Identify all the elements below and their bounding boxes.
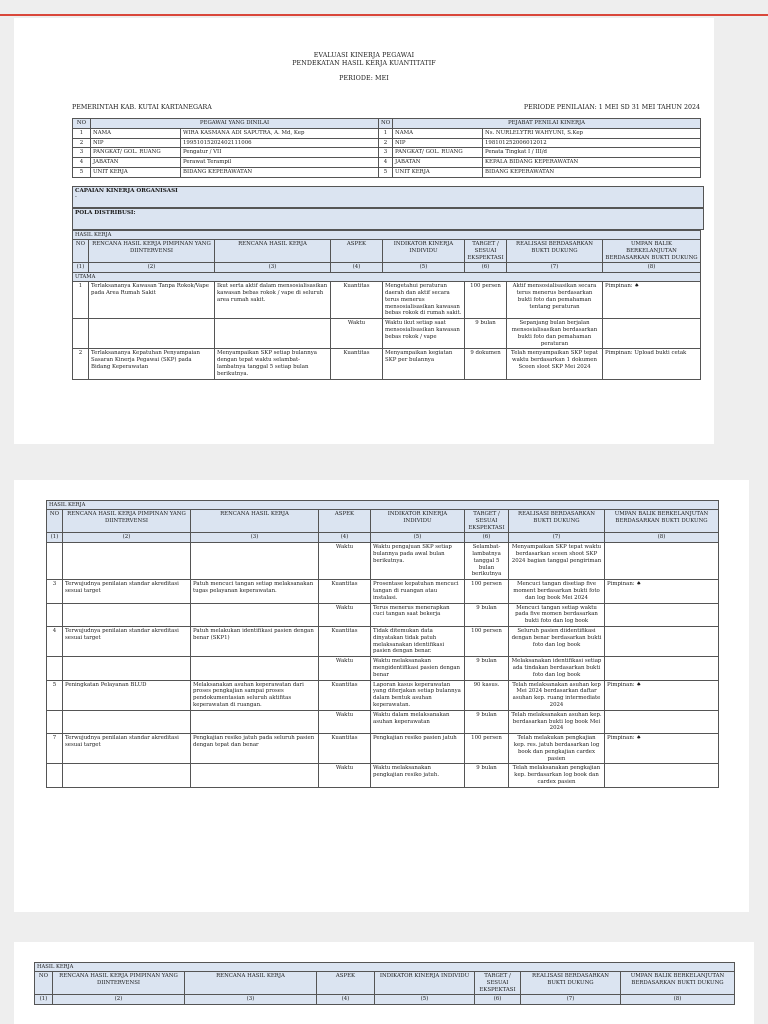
cell-rhk-pimpinan: Terwujudnya penilaian standar akreditasi sesuai target — [63, 626, 191, 656]
cell-rhk-pimpinan — [89, 319, 215, 349]
cell-no — [47, 710, 63, 733]
row-label: PANGKAT/ GOL. RUANG — [393, 148, 483, 158]
cell-umpan-balik — [603, 319, 701, 349]
cell-indikator: Waktu ikut setiap saat mensosialisasikan kawasan bebas rokok / vape — [383, 319, 465, 349]
cell-no — [47, 657, 63, 680]
cell-rhk-pimpinan — [63, 603, 191, 626]
table-row — [73, 138, 701, 148]
table-row — [73, 282, 701, 319]
cell-no: 1 — [73, 282, 89, 319]
col-target: TARGET / SESUAI EKSPEKTASI — [465, 510, 509, 533]
row-no: 3 — [379, 148, 393, 158]
cell-rhk-pimpinan: Terlaksananya Kepatuhan Penyampaian Sasaran Kinerja Pegawai (SKP) pada Bidang Keperawatan — [89, 349, 215, 379]
section-hasil-kerja: HASIL KERJA — [47, 501, 719, 510]
cell-indikator: Pengkajian resiko pasien jatuh — [371, 734, 465, 764]
cell-target: 100 persen — [465, 282, 507, 319]
table-row — [47, 680, 719, 710]
cell-realisasi: Sepanjang bulan berjalan mensosialisasikan berdasarkan bukti foto dan pemahaman peraturan — [507, 319, 603, 349]
row-no: 5 — [379, 167, 393, 177]
cell-umpan-balik — [605, 603, 719, 626]
cell-realisasi: Seluruh pasien diidentifikasi dengan benar berdasarkan bukti foto dan log book — [509, 626, 605, 656]
col-realisasi: REALISASI BERDASARKAN BUKTI DUKUNG — [507, 240, 603, 263]
cell-realisasi: Telah melaksanakan pengkajian kep. berdasarkan log book dan cardex pasien — [509, 764, 605, 787]
cell-indikator: Tidak ditemukan data dinyatakan tidak patuh melaksanakan identifikasi pasien dengan benar. — [371, 626, 465, 656]
pola-distribusi-box — [72, 208, 704, 230]
row-label: NIP — [91, 138, 181, 148]
table-row — [47, 657, 719, 680]
cell-no — [47, 603, 63, 626]
col-rhk-pimpinan: RENCANA HASIL KERJA PIMPINAN YANG DIINTERVENSI — [53, 972, 185, 995]
row-value-right: 198101252006012012 — [483, 138, 701, 148]
row-no: 4 — [73, 158, 91, 168]
cell-indikator: Prosentase kepatuhan mencuci tangan di ruangan atau instalasi. — [371, 580, 465, 603]
col-num: (1) — [73, 263, 89, 273]
cell-aspek: Waktu — [319, 657, 371, 680]
document-page-2 — [14, 480, 749, 912]
cell-target: 9 bulan — [465, 710, 509, 733]
cell-umpan-balik — [605, 626, 719, 656]
col-num: (4) — [317, 995, 375, 1005]
cell-target: 90 kasus. — [465, 680, 509, 710]
cell-realisasi: Telah melaksanakan asuhan kep. berdasarkan bukti log book Mei 2024 — [509, 710, 605, 733]
cell-umpan-balik: Pimpinan: Upload bukti cetak — [603, 349, 701, 379]
col-num: (7) — [521, 995, 621, 1005]
row-value-left: 19951015202402111006 — [181, 138, 379, 148]
col-num: (3) — [215, 263, 331, 273]
col-num: (3) — [185, 995, 317, 1005]
col-num: (2) — [63, 533, 191, 543]
col-num: (6) — [465, 533, 509, 543]
cell-umpan-balik: Pimpinan: ♠ — [605, 580, 719, 603]
cell-rhk: Melaksanakan asuhan keperawatan dari proses pengkajian sampai proses pendokumentasian seluruh aktifitas keperawatan di ruangan. — [191, 680, 319, 710]
col-no-right: NO — [379, 119, 393, 129]
cell-realisasi: Aktif mensosialisasikan secara terus menerus berdasarkan bukti foto dan pemahaman tentang peraturan — [507, 282, 603, 319]
row-label: JABATAN — [91, 158, 181, 168]
cell-target: 9 bulan — [465, 657, 509, 680]
doc-subtitle: PENDEKATAN HASIL KERJA KUANTITATIF — [292, 60, 436, 67]
row-value-left: BIDANG KEPERAWATAN — [181, 167, 379, 177]
row-value-left: Perawat Terampil — [181, 158, 379, 168]
cell-rhk-pimpinan — [63, 543, 191, 580]
cell-umpan-balik: Pimpinan: ♠ — [603, 282, 701, 319]
cell-rhk-pimpinan — [63, 657, 191, 680]
cell-no — [47, 764, 63, 787]
cell-rhk: Patuh melakukan identifikasi pasien dengan benar (SKP1) — [191, 626, 319, 656]
cell-umpan-balik — [605, 764, 719, 787]
cell-indikator: Terus menerus menerapkan cuci tangan saat bekerja — [371, 603, 465, 626]
cell-aspek: Kuantitas — [319, 734, 371, 764]
col-num: (7) — [507, 263, 603, 273]
col-indikator: INDIKATOR KINERJA INDIVIDU — [383, 240, 465, 263]
cell-rhk: Menyampaikan SKP setiap bulannya dengan tepat waktu selambat-lambatnya tanggal 5 setiap bulan berikutnya. — [215, 349, 331, 379]
col-indikator: INDIKATOR KINERJA INDIVIDU — [371, 510, 465, 533]
cell-indikator: Mengetahui peraturan daerah dan aktif secara terus menerus mensosialisasikan kawasan bebas rokok di rumah sakit. — [383, 282, 465, 319]
col-no: NO — [73, 240, 89, 263]
col-num: (4) — [319, 533, 371, 543]
row-no: 5 — [73, 167, 91, 177]
periode-penilaian: PERIODE PENILAIAN: 1 MEI SD 31 MEI TAHUN 2024 — [523, 104, 700, 111]
pola-label: POLA DISTRIBUSI: — [75, 210, 136, 216]
cell-rhk-pimpinan — [63, 710, 191, 733]
table-row — [73, 158, 701, 168]
col-num: (5) — [371, 533, 465, 543]
cell-rhk — [191, 543, 319, 580]
table-row — [73, 349, 701, 379]
cell-target: 100 persen — [465, 580, 509, 603]
capaian-kinerja-box — [72, 186, 704, 208]
cell-indikator: Menyampaikan kegiatan SKP per bulannya — [383, 349, 465, 379]
section-hasil-kerja: HASIL KERJA — [73, 231, 701, 240]
cell-umpan-balik — [605, 543, 719, 580]
col-num: (2) — [53, 995, 185, 1005]
row-no: 3 — [73, 148, 91, 158]
col-num: (6) — [475, 995, 521, 1005]
cell-umpan-balik: Pimpinan: ♠ — [605, 734, 719, 764]
hasil-kerja-table-page3 — [34, 962, 735, 1005]
cell-no — [47, 543, 63, 580]
col-no: NO — [35, 972, 53, 995]
cell-realisasi: Mencuci tangan disetiap five moment berdasarkan bukti foto dan log book Mei 2024 — [509, 580, 605, 603]
cell-rhk — [215, 319, 331, 349]
col-umpan-balik: UMPAN BALIK BERKELANJUTAN BERDASARKAN BUKTI DUKUNG — [621, 972, 735, 995]
cell-no: 2 — [73, 349, 89, 379]
col-no: NO — [73, 119, 91, 129]
instansi: PEMERINTAH KAB. KUTAI KARTANEGARA — [72, 104, 212, 111]
col-num: (5) — [383, 263, 465, 273]
cell-aspek: Kuantitas — [319, 626, 371, 656]
cell-rhk-pimpinan: Terlaksananya Kawasan Tanpa Rokok/Vape pada Area Rumah Sakit — [89, 282, 215, 319]
header-pejabat-penilai: PEJABAT PENILAI KINERJA — [393, 119, 701, 129]
row-no: 2 — [379, 138, 393, 148]
cell-indikator: Waktu pengajuan SKP setiap bulannya pada awal bulan berikutnya. — [371, 543, 465, 580]
row-value-right: KEPALA BIDANG KEPERAWATAN — [483, 158, 701, 168]
doc-meta — [72, 104, 700, 111]
col-indikator: INDIKATOR KINERJA INDIVIDU — [375, 972, 475, 995]
cell-rhk — [191, 764, 319, 787]
table-row — [47, 626, 719, 656]
col-rhk-pimpinan: RENCANA HASIL KERJA PIMPINAN YANG DIINTERVENSI — [89, 240, 215, 263]
cell-no: 4 — [47, 626, 63, 656]
cell-aspek: Kuantitas — [319, 580, 371, 603]
hasil-kerja-rows-page1 — [73, 282, 701, 379]
cell-rhk-pimpinan: Terwujudnya penilaian standar akreditasi sesuai target — [63, 734, 191, 764]
cell-realisasi: Telah melaksanakan asuhan kep Mei 2024 berdasarkan daftar asuhan kep. ruang intermediate 2024 — [509, 680, 605, 710]
hasil-kerja-table-page2 — [46, 500, 719, 788]
row-label: UNIT KERJA — [393, 167, 483, 177]
row-label: PANGKAT/ GOL. RUANG — [91, 148, 181, 158]
col-num: (6) — [465, 263, 507, 273]
document-page-1 — [14, 18, 714, 444]
cell-no: 3 — [47, 580, 63, 603]
col-rhk: RENCANA HASIL KERJA — [191, 510, 319, 533]
cell-rhk: Pengkajian resiko jatuh pada seluruh pasien dengan tepat dan benar — [191, 734, 319, 764]
cell-target: 9 bulan — [465, 319, 507, 349]
cell-umpan-balik — [605, 657, 719, 680]
col-rhk-pimpinan: RENCANA HASIL KERJA PIMPINAN YANG DIINTERVENSI — [63, 510, 191, 533]
cell-rhk-pimpinan: Peningkatan Pelayanan BLUD — [63, 680, 191, 710]
hasil-kerja-table-page1 — [72, 230, 701, 380]
row-value-right: Penata Tingkat I / III/d — [483, 148, 701, 158]
col-aspek: ASPEK — [319, 510, 371, 533]
col-target: TARGET / SESUAI EKSPEKTASI — [475, 972, 521, 995]
col-no: NO — [47, 510, 63, 533]
col-num: (7) — [509, 533, 605, 543]
cell-rhk-pimpinan — [63, 764, 191, 787]
cell-umpan-balik: Pimpinan: ♠ — [605, 680, 719, 710]
table-row — [47, 734, 719, 764]
doc-periode: PERIODE: MEI — [339, 75, 389, 82]
cell-realisasi: Menyampaikan SKP tepat waktu berdasarkan sceen shoot SKP 2024 bagian tanggal pengiriman — [509, 543, 605, 580]
cell-realisasi: Telah menyampaikan SKP tepat waktu berdasarkan 1 dokumen Sceen sloot SKP Mei 2024 — [507, 349, 603, 379]
col-rhk: RENCANA HASIL KERJA — [215, 240, 331, 263]
col-num: (3) — [191, 533, 319, 543]
cell-aspek: Waktu — [319, 710, 371, 733]
row-no: 1 — [379, 128, 393, 138]
col-realisasi: REALISASI BERDASARKAN BUKTI DUKUNG — [509, 510, 605, 533]
col-num: (1) — [47, 533, 63, 543]
top-divider — [0, 14, 768, 16]
cell-target: 100 persen — [465, 734, 509, 764]
cell-rhk — [191, 603, 319, 626]
cell-realisasi: Telah melakukan pengkajian kep. res. jatuh berdasarkan log book dan pengkajian cardex pasien — [509, 734, 605, 764]
cell-realisasi: Melaksanakan identifikasi setiap ada tindakan berdasarkan bukti foto dan log book — [509, 657, 605, 680]
cell-target: 9 dokumen — [465, 349, 507, 379]
section-utama: UTAMA — [73, 273, 701, 282]
row-label: NIP — [393, 138, 483, 148]
col-num: (8) — [621, 995, 735, 1005]
table-row — [47, 580, 719, 603]
cell-indikator: Laporan kasus keperawatan yang diterjakan setiap bulannya dalam bentuk asuhan keperawatan. — [371, 680, 465, 710]
col-rhk: RENCANA HASIL KERJA — [185, 972, 317, 995]
table-row — [73, 148, 701, 158]
row-label: NAMA — [91, 128, 181, 138]
col-umpan-balik: UMPAN BALIK BERKELANJUTAN BERDASARKAN BUKTI DUKUNG — [605, 510, 719, 533]
col-num: (1) — [35, 995, 53, 1005]
cell-aspek: Waktu — [331, 319, 383, 349]
row-value-right: BIDANG KEPERAWATAN — [483, 167, 701, 177]
cell-target: 9 bulan — [465, 764, 509, 787]
cell-rhk-pimpinan: Terwujudnya penilaian standar akreditasi sesuai target — [63, 580, 191, 603]
row-no: 2 — [73, 138, 91, 148]
row-value-left: WIRA KASMANA ADI SAPUTRA, A. Md, Kep — [181, 128, 379, 138]
cell-aspek: Waktu — [319, 603, 371, 626]
cell-no: 7 — [47, 734, 63, 764]
document-page-3 — [14, 942, 754, 1024]
cell-aspek: Kuantitas — [331, 349, 383, 379]
row-value-right: Ns. NURLELYTRI WAHYUNI, S.Kep — [483, 128, 701, 138]
cell-rhk: Ikut serta aktif dalam mensosialisasikan kawasan bebas rokok / vape di seluruh area rumah sakit. — [215, 282, 331, 319]
doc-title: EVALUASI KINERJA PEGAWAI — [313, 52, 415, 59]
cell-realisasi: Mencuci tangan setiap waktu pada five momen berdasarkan bukti foto dan log book — [509, 603, 605, 626]
col-aspek: ASPEK — [317, 972, 375, 995]
section-hasil-kerja: HASIL KERJA — [35, 963, 735, 972]
cell-rhk — [191, 710, 319, 733]
table-row — [47, 764, 719, 787]
table-row — [47, 710, 719, 733]
cell-target: 9 bulan — [465, 603, 509, 626]
cell-rhk: Patuh mencuci tangan setiap melaksanakan tugas pelayanan keperawatan. — [191, 580, 319, 603]
col-num: (5) — [375, 995, 475, 1005]
cell-target: Selambat-lambatnya tanggal 5 bulan berikutnya — [465, 543, 509, 580]
row-label: JABATAN — [393, 158, 483, 168]
pegawai-table — [72, 118, 701, 178]
table-row — [73, 319, 701, 349]
header-pegawai-dinilai: PEGAWAI YANG DINILAI — [91, 119, 379, 129]
cell-no — [73, 319, 89, 349]
cell-rhk — [191, 657, 319, 680]
table-row — [73, 167, 701, 177]
row-label: NAMA — [393, 128, 483, 138]
capaian-value: - — [75, 194, 77, 200]
col-aspek: ASPEK — [331, 240, 383, 263]
cell-indikator: Waktu melaksanakan mengidentifikasi pasien dengan benar — [371, 657, 465, 680]
cell-aspek: Kuantitas — [331, 282, 383, 319]
cell-aspek: Kuantitas — [319, 680, 371, 710]
row-value-left: Pengatur / VII — [181, 148, 379, 158]
cell-umpan-balik — [605, 710, 719, 733]
hasil-kerja-rows-page2 — [47, 543, 719, 788]
capaian-label: CAPAIAN KINERJA ORGANISASI — [75, 188, 178, 194]
table-row — [47, 603, 719, 626]
cell-aspek: Waktu — [319, 764, 371, 787]
table-row — [47, 543, 719, 580]
cell-target: 100 persen — [465, 626, 509, 656]
cell-aspek: Waktu — [319, 543, 371, 580]
col-target: TARGET / SESUAI EKSPEKTASI — [465, 240, 507, 263]
col-num: (2) — [89, 263, 215, 273]
cell-no: 5 — [47, 680, 63, 710]
table-row — [73, 128, 701, 138]
col-num: (4) — [331, 263, 383, 273]
row-no: 1 — [73, 128, 91, 138]
doc-title-block — [14, 52, 714, 83]
col-umpan-balik: UMPAN BALIK BERKELANJUTAN BERDASARKAN BUKTI DUKUNG — [603, 240, 701, 263]
cell-indikator: Waktu dalam melaksanakan asuhan keperawatan — [371, 710, 465, 733]
row-label: UNIT KERJA — [91, 167, 181, 177]
cell-indikator: Waktu melaksanakan pengkajian resiko jatuh. — [371, 764, 465, 787]
row-no: 4 — [379, 158, 393, 168]
col-num: (8) — [603, 263, 701, 273]
col-num: (8) — [605, 533, 719, 543]
col-realisasi: REALISASI BERDASARKAN BUKTI DUKUNG — [521, 972, 621, 995]
